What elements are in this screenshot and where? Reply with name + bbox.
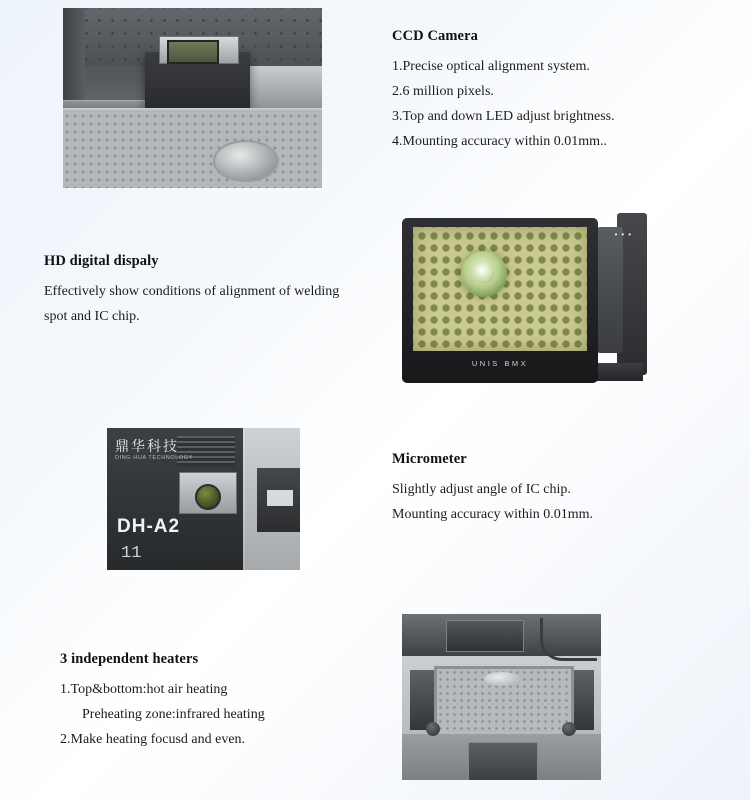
micrometer-line-1: Slightly adjust angle of IC chip. xyxy=(392,482,571,497)
ccd-camera-heading: CCD Camera xyxy=(392,28,478,44)
hd-display-text-block xyxy=(44,253,374,329)
monitor-brand-label: UNIS BMX xyxy=(471,358,529,368)
micrometer-panel-photo xyxy=(107,428,300,570)
preheater-drawer xyxy=(468,742,538,780)
heater-bed-photo xyxy=(402,614,601,780)
panel-right-label xyxy=(267,490,293,506)
heaters-line-2: Preheating zone:infrared heating xyxy=(82,707,265,722)
adjust-knob-left[interactable] xyxy=(426,722,440,736)
ccd-camera-line-4: 4.Mounting accuracy within 0.01mm.. xyxy=(392,134,608,149)
heating-table-plate xyxy=(484,672,520,686)
micrometer-heading: Micrometer xyxy=(392,451,467,467)
hd-display-line-1: Effectively show conditions of alignment of welding xyxy=(44,284,340,299)
hd-display-heading: HD digital dispaly xyxy=(44,253,159,269)
machine-cable xyxy=(540,618,597,661)
ccd-camera-line-2: 2.6 million pixels. xyxy=(392,84,494,99)
heaters-text-block xyxy=(60,651,390,752)
bed-rail-left xyxy=(410,670,434,730)
panel-vents xyxy=(177,436,235,466)
ic-chip-image xyxy=(461,251,507,297)
brand-logo-cn: 鼎华科技 xyxy=(115,439,179,455)
monitor-brand-bar xyxy=(413,356,587,370)
hd-display-line-2: spot and IC chip. xyxy=(44,309,140,324)
hot-air-head xyxy=(446,620,524,652)
heaters-heading: 3 independent heaters xyxy=(60,651,199,667)
osd-indicator: ••• xyxy=(613,231,634,240)
hd-display-photo xyxy=(399,213,650,388)
ccd-sensor xyxy=(167,40,219,64)
panel-digit-display: 11 xyxy=(121,544,142,563)
monitor-side-arm xyxy=(597,227,623,353)
ccd-camera-text-block xyxy=(392,28,722,154)
ccd-camera-photo xyxy=(63,8,322,188)
perforated-work-bed xyxy=(63,112,322,188)
heaters-line-1: 1.Top&bottom:hot air heating xyxy=(60,682,228,697)
ccd-camera-line-3: 3.Top and down LED adjust brightness. xyxy=(392,109,615,124)
micrometer-text-block xyxy=(392,451,722,527)
ccd-camera-line-1: 1.Precise optical alignment system. xyxy=(392,59,590,74)
camera-arm xyxy=(249,66,322,110)
micrometer-line-2: Mounting accuracy within 0.01mm. xyxy=(392,507,594,522)
machine-model-label: DH-A2 xyxy=(117,516,181,537)
brand-logo-sub: DING HUA TECHNOLOGY xyxy=(115,455,193,461)
adjust-knob-right[interactable] xyxy=(562,722,576,736)
bed-center-plate xyxy=(213,140,279,182)
micrometer-knob[interactable] xyxy=(195,484,221,510)
heaters-line-3: 2.Make heating focusd and even. xyxy=(60,732,246,747)
